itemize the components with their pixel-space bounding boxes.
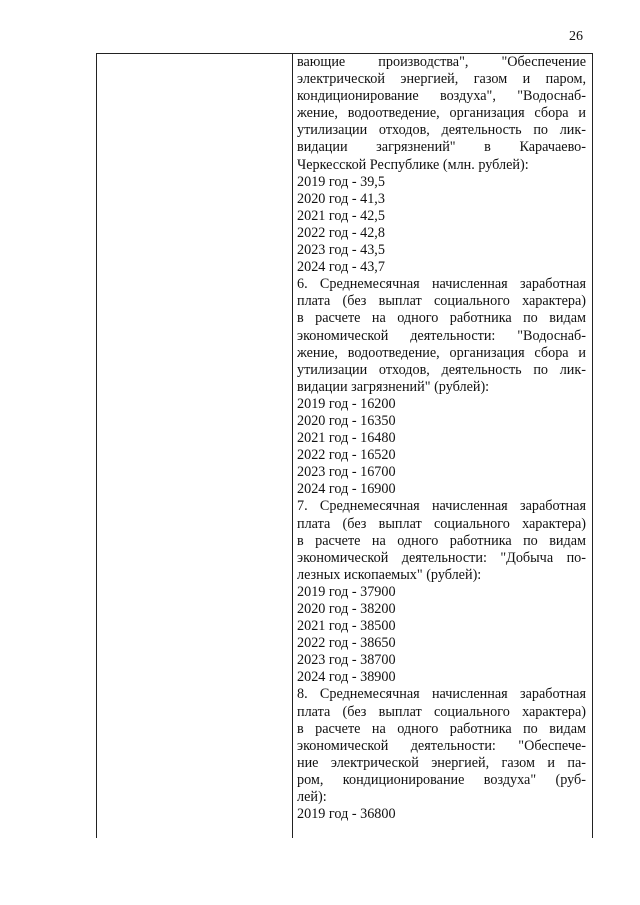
text-line: видации загрязнений" (рублей):: [297, 378, 490, 395]
table-left-column: [97, 54, 293, 838]
text-line: 2020 год - 41,3: [297, 190, 385, 207]
text-line: 2022 год - 42,8: [297, 224, 385, 241]
text-line: 2024 год - 16900: [297, 481, 396, 498]
text-line: экономической деятельности: "Обеспече-: [297, 737, 586, 754]
document-table: [96, 53, 593, 838]
text-line: вающие производства", "Обеспечение: [297, 54, 586, 70]
text-line: в расчете на одного работника по видам: [297, 310, 586, 327]
text-line: ром, кондиционирование воздуха" (руб-: [297, 771, 586, 788]
text-line: 2024 год - 43,7: [297, 259, 385, 276]
text-line: плата (без выплат социального характера): [297, 293, 586, 310]
text-line: 8. Среднемесячная начисленная заработная: [297, 686, 586, 703]
page-number: 26: [569, 29, 583, 44]
text-line: 2020 год - 16350: [297, 412, 396, 429]
text-line: 2020 год - 38200: [297, 601, 396, 617]
text-line: 2019 год - 36800: [297, 806, 396, 823]
text-line: жение, водоотведение, организация сбора и: [297, 105, 586, 122]
text-line: 2022 год - 38650: [297, 635, 396, 652]
text-line: электрической энергией, газом и паром,: [297, 71, 586, 88]
text-line: 2023 год - 43,5: [297, 242, 385, 259]
text-line: 2023 год - 38700: [297, 652, 396, 669]
text-line: лезных ископаемых" (рублей):: [297, 566, 482, 583]
text-line: 2022 год - 16520: [297, 447, 396, 464]
text-line: лей):: [297, 789, 327, 806]
text-line: 2021 год - 16480: [297, 430, 396, 447]
text-line: в расчете на одного работника по видам: [297, 532, 586, 549]
text-line: 2024 год - 38900: [297, 669, 396, 686]
text-line: экономической деятельности: "Добыча по-: [297, 549, 586, 566]
text-line: Черкесской Республике (млн. рублей):: [297, 156, 529, 173]
text-line: утилизации отходов, деятельность по лик-: [297, 122, 586, 139]
text-line: плата (без выплат социального характера): [297, 703, 586, 720]
text-line: плата (без выплат социального характера): [297, 515, 586, 532]
text-line: кондиционирование воздуха", "Водоснаб-: [297, 88, 586, 105]
text-line: 2023 год - 16700: [297, 464, 396, 481]
text-line: 2021 год - 38500: [297, 618, 396, 635]
text-line: 2019 год - 39,5: [297, 173, 385, 190]
text-line: 2021 год - 42,5: [297, 207, 385, 224]
text-line: экономической деятельности: "Водоснаб-: [297, 327, 586, 344]
table-right-column: [293, 54, 592, 838]
text-line: жение, водоотведение, организация сбора и: [297, 344, 586, 361]
text-line: 6. Среднемесячная начисленная заработная: [297, 276, 586, 293]
text-line: 7. Среднемесячная начисленная заработная: [297, 498, 586, 515]
text-line: 2019 год - 16200: [297, 395, 396, 412]
text-line: в расчете на одного работника по видам: [297, 720, 586, 737]
text-line: 2019 год - 37900: [297, 583, 396, 600]
text-line: утилизации отходов, деятельность по лик-: [297, 361, 586, 378]
text-line: видации загрязнений" в Карачаево-: [297, 139, 586, 156]
text-line: ние электрической энергией, газом и па-: [297, 754, 586, 771]
